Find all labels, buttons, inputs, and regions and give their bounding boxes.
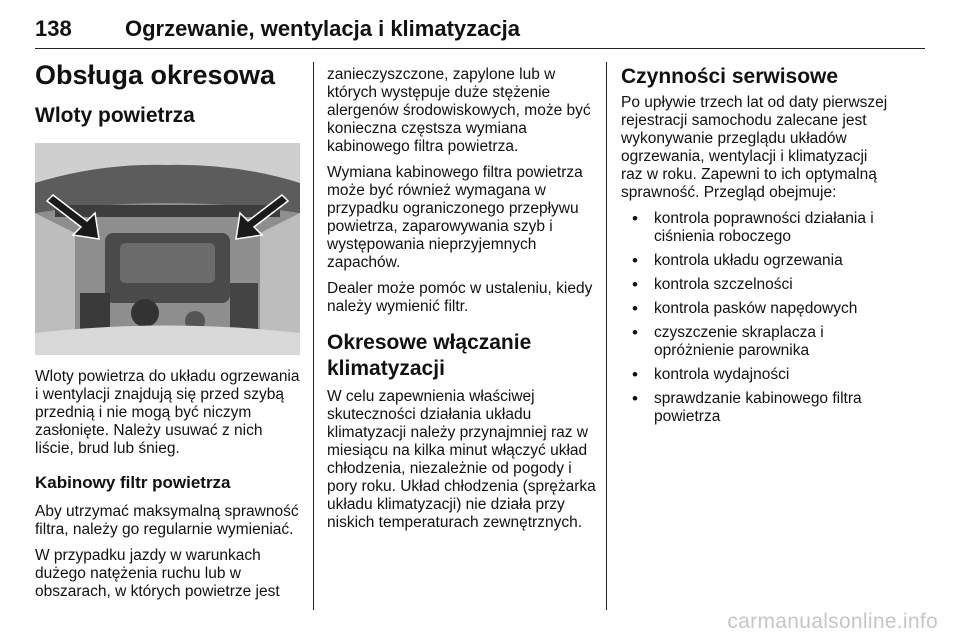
main-title: Obsługa okresowa <box>35 60 276 90</box>
list-item: • kontrola szczelności <box>621 276 891 294</box>
column-2 <box>327 66 597 532</box>
list-item: • kontrola wydajności <box>621 366 891 384</box>
filter-paragraph-2-start: W przypadku jazdy w warunkach dużego natężenia ruchu lub w obszarach, w których powietrze jest <box>35 547 280 600</box>
intake-text: Wloty powietrza do układu ogrzewania i wentylacji znajdują się przed szybą przednią i nie mogą być niczym zasłonięte. Należy usuwać z nich liście, brud lub śnieg. <box>35 368 300 457</box>
column-3 <box>621 64 891 426</box>
page-number: 138 <box>35 16 72 41</box>
service-intro: Po upływie trzech lat od daty pierwszej rejestracji samochodu zalecane jest wykonywanie przeglądu układów ogrzewania, wentylacji i klimatyzacji raz w roku. Zapewni to ich optymalną sprawność. Przegląd obejmuje: <box>621 94 888 201</box>
watermark: carmanualsonline.info <box>727 610 938 633</box>
column-1 <box>35 60 300 601</box>
service-list <box>621 210 891 426</box>
filter-paragraph-3: Wymiana kabinowego filtra powietrza może być również wymagana w przypadku ograniczonego przepływu powietrza, zaparowywania szyb i występowania nieprzyjemnych zapachów. <box>327 164 583 271</box>
filter-paragraph-1: Aby utrzymać maksymalną sprawność filtra, należy go regularnie wymieniać. <box>35 503 299 538</box>
list-item: • sprawdzanie kabinowego filtra powietrza <box>621 390 891 426</box>
list-item: • kontrola poprawności działania i ciśnienia roboczego <box>621 210 891 246</box>
page-header <box>35 14 925 48</box>
chapter-title: Ogrzewanie, wentylacja i klimatyzacja <box>125 16 520 41</box>
column-divider-2 <box>606 62 607 610</box>
list-item: • kontrola pasków napędowych <box>621 300 891 318</box>
ac-heading: Okresowe włączanie klimatyzacji <box>327 331 532 380</box>
list-item: • czyszczenie skraplacza i opróżnienie parownika <box>621 324 891 360</box>
filter-heading: Kabinowy filtr powietrza <box>35 473 231 492</box>
section-title-air-intakes: Wloty powietrza <box>35 104 195 127</box>
engine-bay-photo <box>35 143 300 355</box>
column-divider-1 <box>313 62 314 610</box>
list-item: • kontrola układu ogrzewania <box>621 252 891 270</box>
filter-paragraph-4: Dealer może pomóc w ustaleniu, kiedy należy wymienić filtr. <box>327 280 593 315</box>
service-heading: Czynności serwisowe <box>621 65 839 88</box>
filter-paragraph-2-end: zanieczyszczone, zapylone lub w których występuje duże stężenie alergenów środowiskowych, może być konieczna częstsza wymiana kabinowego filtra powietrza. <box>327 66 591 155</box>
header-rule <box>35 48 925 49</box>
ac-text: W celu zapewnienia właściwej skuteczności działania układu klimatyzacji należy przynajmniej raz w miesiącu na kilka minut włączyć układ chłodzenia, niezależnie od pogody i pory roku. Układ chłodzenia (sprężarka układu klimatyzacji) nie działa przy niskich temperaturach zewnętrznych. <box>327 388 596 531</box>
